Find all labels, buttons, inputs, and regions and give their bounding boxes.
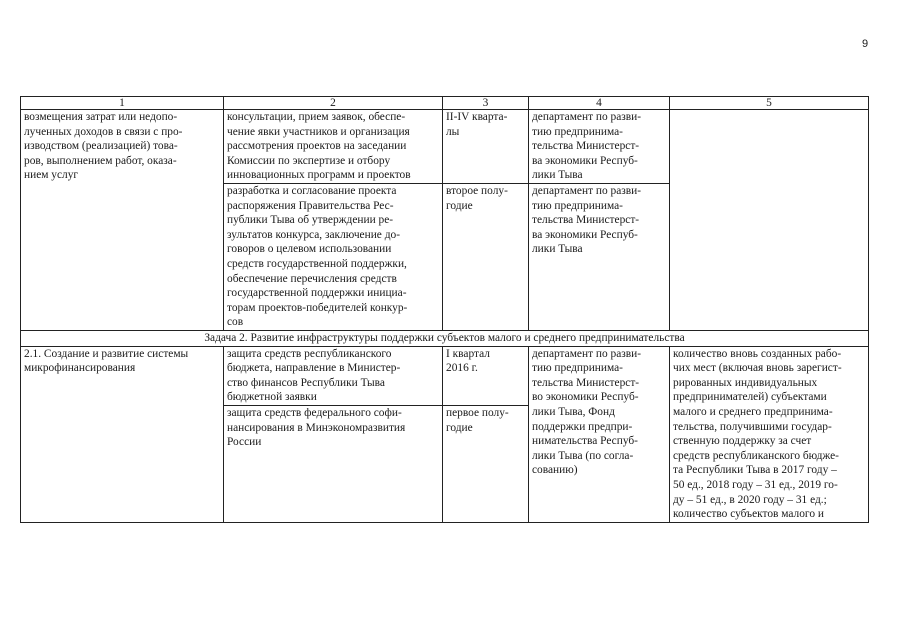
term-cell: II-IV кварта- лы (443, 110, 529, 184)
term-cell: второе полу- годие (443, 184, 529, 331)
task-row (21, 331, 869, 347)
header-col-3: 3 (443, 97, 529, 110)
indicator-cell (670, 110, 869, 331)
table-row (21, 346, 869, 405)
page-number: 9 (862, 38, 869, 50)
measure-cell: возмещения затрат или недопо- лученных доходов в связи с про- изводством (реализацией) това- ров, выполнением работ, оказа- нием услуг (21, 110, 224, 331)
header-row (21, 97, 869, 110)
activity-cell: разработка и согласование проекта распоряжения Правительства Рес- публики Тыва об утверждении ре- зультатов конкурса, заключение до- говоров о целевом использовании средств государственной поддержки, обеспечение перечисления средств государственной поддержки инициа- торам проектов-победителей конкур- сов (224, 184, 443, 331)
header-col-5: 5 (670, 97, 869, 110)
activity-cell: консультации, прием заявок, обеспе- чение явки участников и организация рассмотрения проектов на заседании Комиссии по экспертизе и отбору инновационных программ и проектов (224, 110, 443, 184)
header-col-1: 1 (21, 97, 224, 110)
header-col-4: 4 (529, 97, 670, 110)
term-cell: первое полу- годие (443, 405, 529, 522)
responsible-cell: департамент по разви- тию предпринима- тельства Министерст- ва экономики Респуб- лики Тыва (529, 110, 670, 184)
program-table (20, 96, 869, 523)
task-title: Задача 2. Развитие инфраструктуры поддержки субъектов малого и среднего предпринимательства (21, 331, 869, 347)
activity-cell: защита средств федерального софи- нансирования в Минэкономразвития России (224, 405, 443, 522)
responsible-cell: департамент по разви- тию предпринима- тельства Министерст- во экономики Респуб- лики Тыва, Фонд поддержки предпри- нимательства Респуб- лики Тыва (по согла- сованию) (529, 346, 670, 522)
header-col-2: 2 (224, 97, 443, 110)
activity-cell: защита средств республиканского бюджета, направление в Министер- ство финансов Республики Тыва бюджетной заявки (224, 346, 443, 405)
indicator-cell: количество вновь созданных рабо- чих мест (включая вновь зарегист- рированных индивидуальных предпринимателей) субъектами малого и среднего предпринима- тельства, получившими государ- ственную поддержку за счет средств республиканского бюдже- та Республики Тыва в 2017 году – 50 ед., 2018 году – 31 ед., 2019 го- ду – 51 ед., в 2020 году – 31 ед.; количество субъектов малого и (670, 346, 869, 522)
responsible-cell: департамент по разви- тию предпринима- тельства Министерст- ва экономики Респуб- лики Тыва (529, 184, 670, 331)
table-row (21, 110, 869, 184)
measure-cell: 2.1. Создание и развитие системы микрофинансирования (21, 346, 224, 522)
term-cell: I квартал 2016 г. (443, 346, 529, 405)
